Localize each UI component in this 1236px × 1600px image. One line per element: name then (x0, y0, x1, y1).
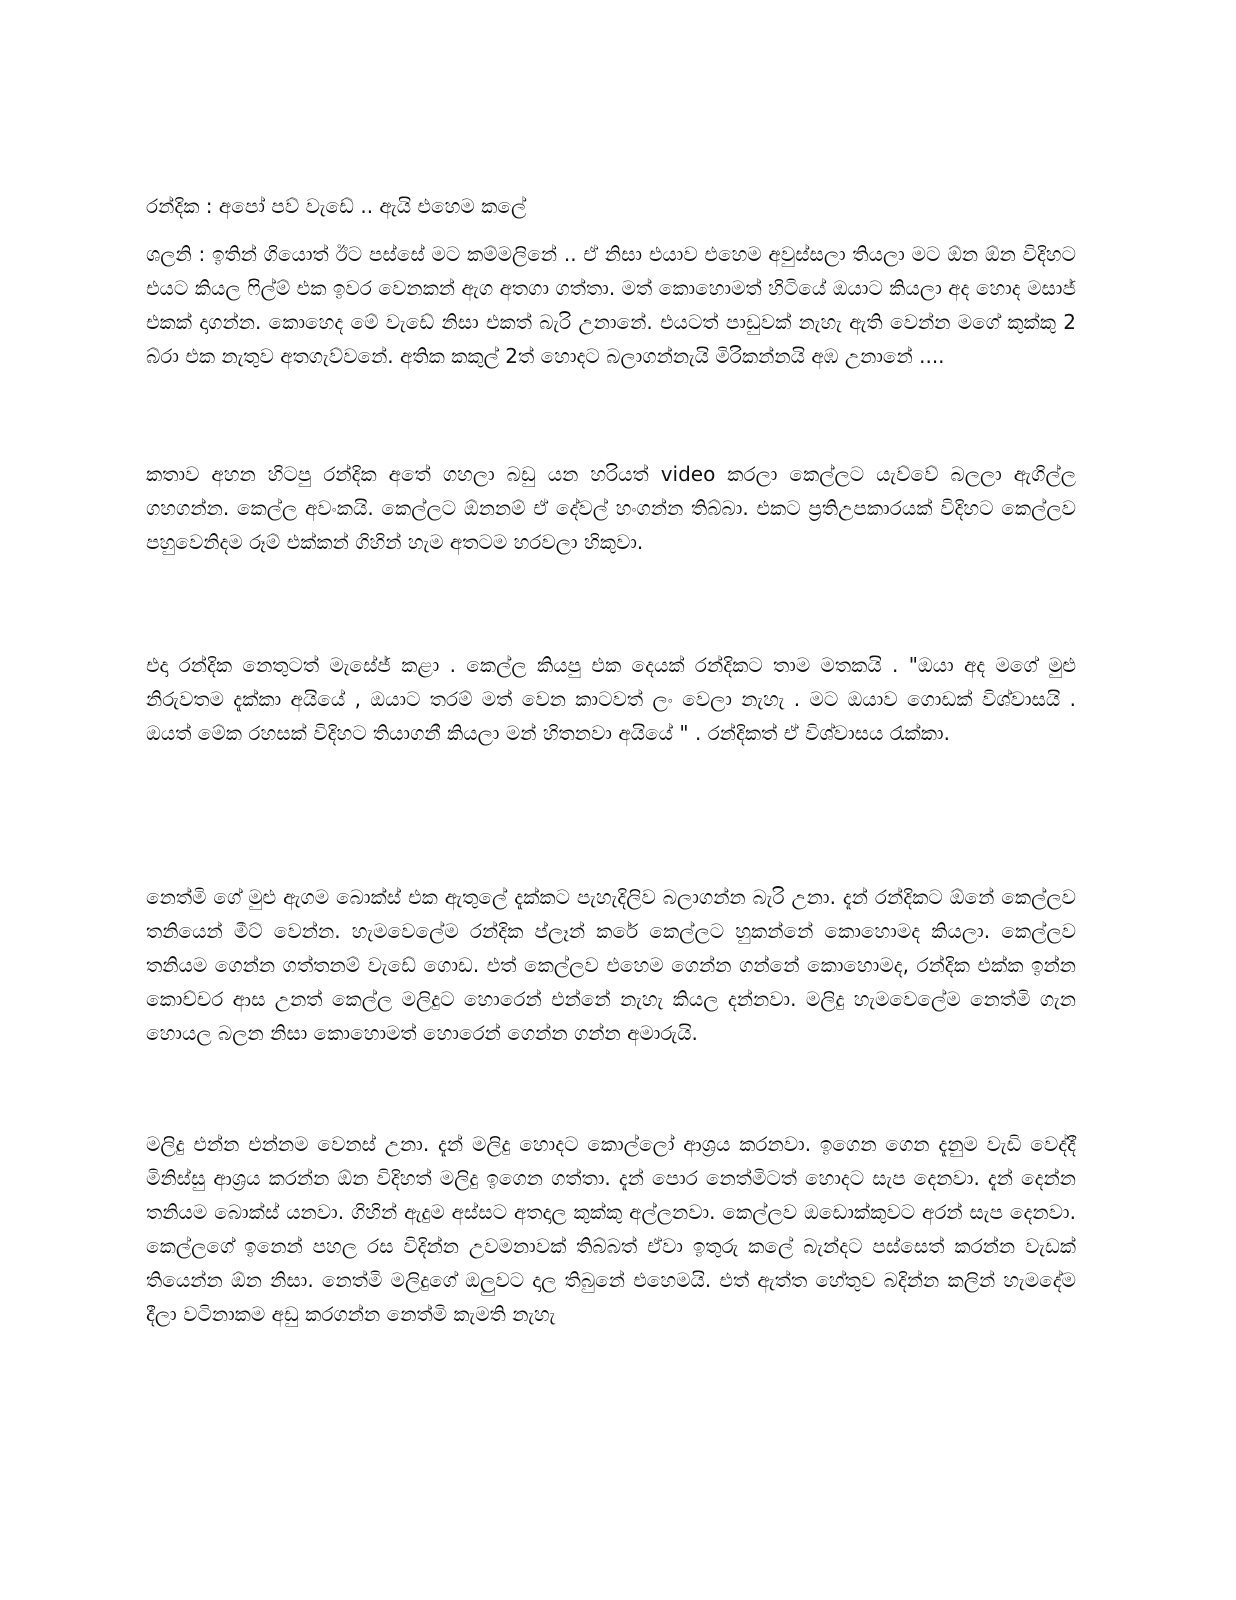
dialogue-heading: රන්දික : අපෝ පව් වැඩේ .. ඇයි එහෙම කලේ (146, 194, 527, 218)
paragraph-shalani-dialogue: ශලනි : ඉතින් ගියොත් ඊට පස්සේ මට කම්මලිනේ .. ඒ නිසා එයාව එහෙම අවුස්සලා තියලා මට ඕන ඕන විදිහට එයට කියල ෆිල්ම් එක ඉවර වෙනකන් ඇග අතගා ගත්තා. මත් කොහොමත් හිටියේ ඔයාට කියලා අද හොද මසාජ් එකක් දාගන්න. කොහෙද මේ වැඩේ නිසා එකත් බැරි උනානේ. එයටත් පාඩුවක් නැහැ ඇති වෙන්න මගේ කුක්කු 2 බ්රා එක නැතුව අතගැව්වනේ. අතික කකුල් 2ත් හොදට බලාගන්නැයි මිරිකන්නයි අඹ උනානේ .... (146, 242, 1076, 368)
paragraph-nethmi: නෙත්මි ගේ මුළු ඇගම බොක්ස් එක ඇතුලේ දැක්කට පැහැදිලිව බලාගන්න බැරි උනා. දැන් රන්දිකට ඕනේ කෙල්ලව තනියෙන් මීට් වෙන්න. හැමවෙලේම රන්දික ප්ලෑන් කරේ කෙල්ලට හුකන්නේ කොහොමද කියලා. කෙල්ලව තනියම ගෙන්න ගත්තනම් වැඩේ ගොඩ. එත් කෙල්ලව එහෙම ගෙන්න ගන්නේ කොහොමද, රන්දික එක්ක ඉන්න කොච්චර ආස උනත් කෙල්ල මලිදුට හොරෙන් එන්නේ නැහැ කියල දන්නවා. මලිදු හැමවෙලේම නෙත්මි ගැන හොයල බලන නිසා කොහොමත් හොරෙන් ගෙන්න ගන්න අමාරුයි. (146, 885, 1076, 1045)
paragraph-story: කතාව අහන හිටපු රන්දික අතේ ගහලා බඩු යන හරියත් video කරලා කෙල්ලට යැව්වේ බලලා ඇගිල්ල ගහගන්න. කෙල්ල අවංකයි. කෙල්ලට ඕනනම් ඒ දේවල් හංගන්න තිබ්බා. එකට ප්‍රතිඋපකාරයක් විදිහට කෙල්ලව පහුවෙනිදම රූම් එක්කන් ගිහින් හැම අතටම හරවලා හිකුවා. (146, 462, 1076, 554)
paragraph-message: එදා රන්දික නෙතුටත් මැසේජ් කළා . කෙල්ල කියපු එක දෙයක් රන්දිකට තාම මතකයි . "ඔයා අද මගේ මුළු නිරුවතම දැක්කා අයියේ , ඔයාට තරම් මත් වෙන කාටවත් ලං වෙලා නැහැ . මට ඔයාව ගොඩක් විශ්වාසයි . ඔයත් මේක රහසක් විදිහට තියාගනී කියලා මන් හිතනවා අයියේ " . රන්දිකත් ඒ විශ්වාසය රැක්කා. (146, 653, 1076, 745)
paragraph-malindu: මලිදු එන්න එන්නම වෙනස් උනා. දැන් මලිදු හොදට කොල්ලෝ ආශ්‍රය කරනවා. ඉගෙන ගෙන දැනුම වැඩි වෙද්දී මිනිස්සු ආශ්‍රය කරන්න ඕන විදිහත් මලිදු ඉගෙන ගත්තා. දැන් පොර නෙත්මිටත් හොදට සැප දෙනවා. දැන් දෙන්න තනියම බොක්ස් යනවා. ගිහින් ඇදුම අස්සට අතදාල කුක්කු අල්ලනවා. කෙල්ලව ඔඩොක්කුවට අරන් සැප දෙනවා. කෙල්ලගේ ඉනෙන් පහල රස විදින්න උවමනාවක් තිබ්බත් ඒවා ඉතුරු කලේ බැන්දට පස්සෙත් කරන්න වැඩක් තියෙන්න ඕන නිසා. නෙත්මි මලිදුගේ ඔලුවට දාල තිබුනේ එහෙමයි. එත් ඇත්ත හේතුව බදින්න කලින් හැමදේම දීලා වටිනාකම අඩු කරගන්න නෙත්මි කැමති නැහැ (146, 1132, 1076, 1326)
